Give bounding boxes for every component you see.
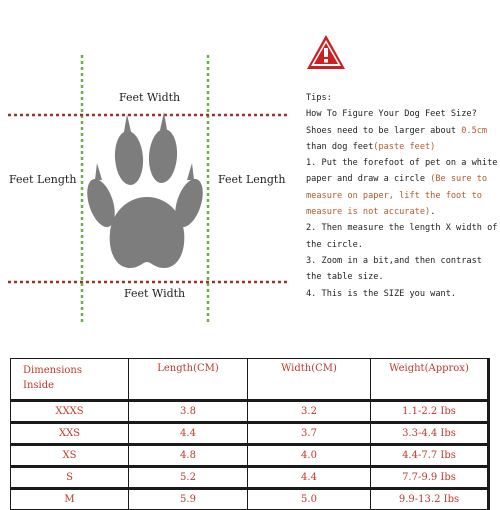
paw-print-icon (82, 112, 208, 268)
table-row (11, 467, 489, 489)
feet-length-label-right: Feet Length (218, 173, 286, 186)
size-chart-table (10, 358, 490, 510)
width-cell: 4.0 (248, 445, 371, 467)
size-cell: XXXS (11, 401, 129, 423)
length-cell: 5.9 (129, 489, 248, 510)
table-row (11, 401, 489, 423)
length-cell: 5.2 (129, 467, 248, 489)
header-length: Length(CM) (129, 359, 248, 401)
tips-note (306, 123, 498, 139)
tips-step-1-end: . (430, 207, 436, 218)
weight-cell: 4.4-7.7 Ibs (371, 445, 489, 467)
length-cell: 4.8 (129, 445, 248, 467)
tips-question: How To Figure Your Dog Feet Size? (306, 109, 477, 120)
weight-cell: 7.7-9.9 Ibs (371, 467, 489, 489)
tips-step-2: 2. Then measure the length X width of the circle. (306, 223, 498, 250)
weight-cell: 9.9-13.2 Ibs (371, 489, 489, 510)
header-dimensions (11, 359, 129, 401)
tips-step-3: 3. Zoom in a bit,and then contrast the table size. (306, 255, 482, 283)
table-row (11, 489, 489, 510)
width-cell: 3.2 (248, 401, 371, 423)
tips-step-1-text: 1. Put the forefoot of pet on a white paper and draw a circle (306, 158, 498, 185)
header-weight: Weight(Approx) (371, 359, 489, 401)
header-dimensions-line1: Dimensions (23, 365, 82, 376)
tips-note-tail-line (306, 139, 498, 155)
header-dimensions-line2: Inside (23, 380, 55, 391)
tips-panel (306, 90, 498, 302)
paw-measurement-diagram (0, 0, 300, 340)
length-cell: 4.4 (129, 423, 248, 445)
tips-note-tail: than dog feet (306, 141, 374, 152)
tips-note-paren: (paste feet) (373, 141, 436, 152)
weight-cell: 3.3-4.4 Ibs (371, 423, 489, 445)
tips-step-1-note: (Be sure to measure on paper, lift the foot to measure is not accurate) (306, 174, 488, 218)
length-cell: 3.8 (129, 401, 248, 423)
width-cell: 5.0 (248, 489, 371, 510)
warning-triangle-icon (306, 34, 346, 70)
tips-note-main: Shoes need to be larger about (306, 125, 462, 136)
size-cell: M (11, 489, 129, 510)
table-header-row (11, 359, 489, 401)
feet-width-label-top: Feet Width (119, 91, 181, 104)
tips-title: Tips: (306, 93, 332, 103)
feet-width-label-bottom: Feet Width (124, 287, 186, 300)
tips-step-4: 4. This is the SIZE you want. (306, 288, 457, 299)
feet-length-label-left: Feet Length (9, 173, 77, 186)
tips-note-value: 0.5cm (461, 125, 488, 136)
weight-cell: 1.1-2.2 Ibs (371, 401, 489, 423)
size-cell: S (11, 467, 129, 489)
table-row (11, 423, 489, 445)
tips-step-1 (306, 155, 498, 220)
width-cell: 3.7 (248, 423, 371, 445)
size-cell: XXS (11, 423, 129, 445)
table-row (11, 445, 489, 467)
header-width: Width(CM) (248, 359, 371, 401)
width-cell: 4.4 (248, 467, 371, 489)
size-cell: XS (11, 445, 129, 467)
